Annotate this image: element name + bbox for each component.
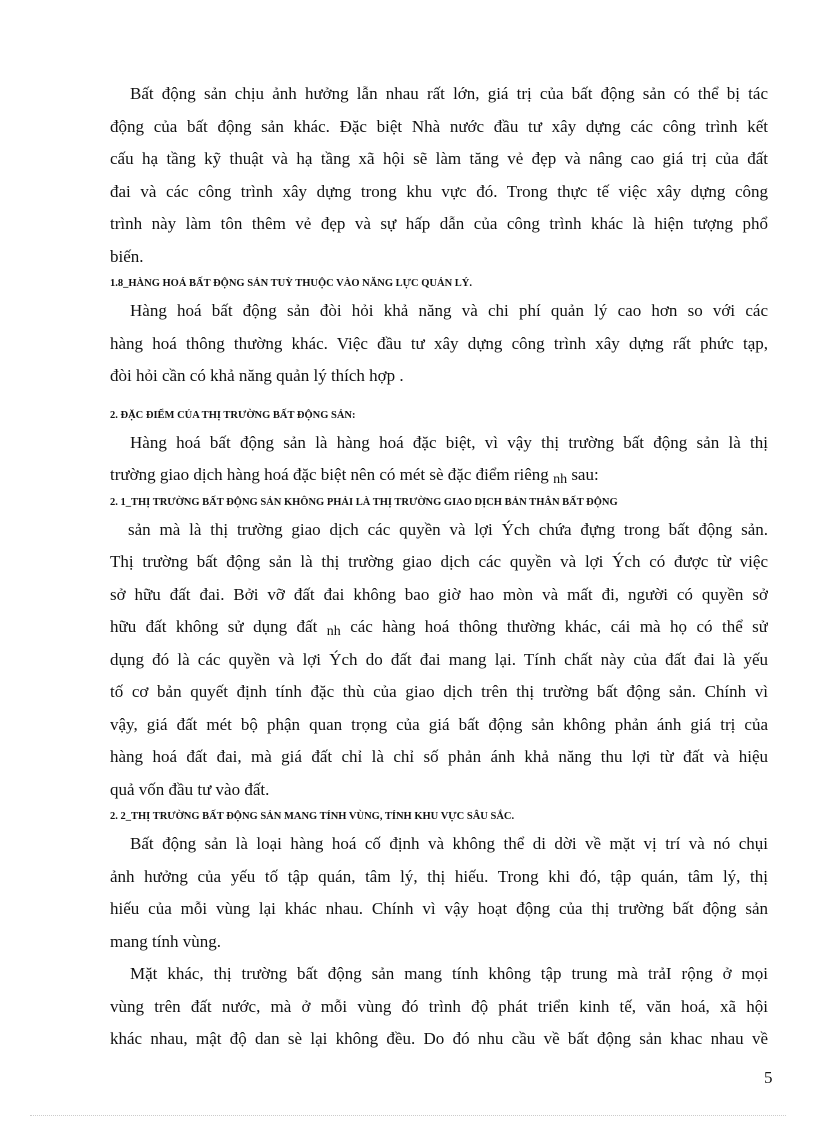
paragraph-management <box>110 295 768 393</box>
section-heading-2-1: 2. 1_THỊ TRƯỜNG BẤT ĐỘNG SẢN KHÔNG PHẢI LÀ THỊ TRƯỜNG GIAO DỊCH BẢN THÂN BẤT ĐỘNG <box>110 496 618 508</box>
text-line: biến. <box>110 246 144 266</box>
text-line: cấu hạ tầng kỹ thuật và hạ tầng xã hội sẽ làm tăng vẻ đẹp và nâng cao giá trị của đất <box>110 149 768 168</box>
text-line: mang tính vùng. <box>110 931 221 951</box>
section-heading-2-2: 2. 2_THỊ TRƯỜNG BẤT ĐỘNG SẢN MANG TÍNH VÙNG, TÍNH KHU VỰC SÂU SẮC. <box>110 811 515 822</box>
text-line: đòi hỏi cần có khả năng quản lý thích hợp . <box>110 366 404 385</box>
paragraph-market-features <box>110 427 768 492</box>
text-line: hàng hoá đất đai, mà giá đất chỉ là chỉ số phản ánh khả năng thu lợi từ đất và hiệu <box>110 747 768 766</box>
text-segment: hữu đất không sử dụng đất <box>110 617 318 636</box>
paragraph-regional <box>110 828 768 958</box>
text-line: quả vốn đầu tư vào đất. <box>110 779 270 799</box>
text-line: Thị trường bất động sản là thị trường giao dịch các quyền và lợi Ých có được từ việc <box>110 552 768 571</box>
text-line: vùng trên đất nước, mà ở mỗi vùng đó trình độ phát triển kinh tế, văn hoá, xã hội <box>110 996 768 1016</box>
text-line: hàng hoá thông thường khác. Việc đầu tư xây dựng công trình xây dựng rất phức tạp, <box>110 333 768 353</box>
text-line: dụng đó là các quyền và lợi Ých do đất đai mang lại. Tính chất này của đất đai là yếu <box>110 649 768 669</box>
text-line: Bất động sản chịu ảnh hưởng lẫn nhau rất lớn, giá trị của bất động sản có thể bị tác <box>130 84 768 103</box>
text-segment: sau: <box>571 465 599 484</box>
text-line <box>110 459 768 492</box>
text-line: đai và các công trình xây dựng trong khu vực đó. Trong thực tế việc xây dựng công <box>110 181 768 201</box>
text-line: hiếu của mỗi vùng lại khác nhau. Chính vì vậy hoạt động của thị trường bất động sản <box>110 899 768 918</box>
paragraph-interdependence <box>110 78 768 273</box>
text-segment: trường giao dịch hàng hoá đặc biệt nên có mét sè đặc điểm riêng <box>110 465 549 484</box>
paragraph-rights-trading <box>110 514 768 807</box>
page-number: 5 <box>764 1068 773 1087</box>
text-line: ảnh hưởng của yếu tố tập quán, tâm lý, thị hiếu. Trong khi đó, tập quán, tâm lý, thị <box>110 866 768 886</box>
text-line <box>110 611 768 644</box>
text-line: Hàng hoá bất động sản đòi hỏi khả năng và chi phí quản lý cao hơn so với các <box>130 301 768 320</box>
text-line: sở hữu đất đai. Bởi vỡ đất đai không bao giờ hao mòn và mất đi, người có quyền sở <box>110 584 768 604</box>
subscript-text: nh <box>326 624 341 639</box>
text-line: Mặt khác, thị trường bất động sản mang tính không tập trung mà trảI rộng ở mọi <box>130 964 768 983</box>
text-line: vậy, giá đất mét bộ phận quan trọng của giá bất động sản không phản ánh giá trị của <box>110 714 768 734</box>
document-page <box>110 78 768 1056</box>
text-line: khác nhau, mật độ dan sè lại không đều. Do đó nhu cầu về bất động sản khac nhau về <box>110 1029 768 1048</box>
section-heading-2: 2. ĐẶC ĐIỂM CỦA THỊ TRƯỜNG BẤT ĐỘNG SẢN: <box>110 409 356 421</box>
text-line: sản mà là thị trường giao dịch các quyền và lợi Ých chứa đựng trong bất động sản. <box>128 519 768 539</box>
section-heading-1-8: 1.8_HÀNG HOÁ BẤT ĐỘNG SẢN TUỲ THUỘC VÀO NĂNG LỰC QUẢN LÝ. <box>110 278 472 289</box>
text-line: tố cơ bản quyết định tính đặc thù của giao dịch trên thị trường bất động sản. Chính vì <box>110 682 768 701</box>
paragraph-dispersion <box>110 958 768 1056</box>
text-segment: các hàng hoá thông thường khác, cái mà họ có thể sử <box>350 617 768 636</box>
text-line: Hàng hoá bất động sản là hàng hoá đặc biệt, vì vậy thị trường bất động sản là thị <box>130 432 768 452</box>
text-line: trình này làm tôn thêm vẻ đẹp và sự hấp dẫn của công trình khác là hiện tượng phổ <box>110 214 768 233</box>
subscript-text: nh <box>553 472 568 487</box>
footer-divider <box>30 1115 786 1116</box>
text-line: động của bất động sản khác. Đặc biệt Nhà nước đầu tư xây dựng các công trình kết <box>110 116 768 136</box>
text-line: Bất động sản là loại hàng hoá cố định và không thể di dời về mặt vị trí và nó chụi <box>130 834 768 853</box>
